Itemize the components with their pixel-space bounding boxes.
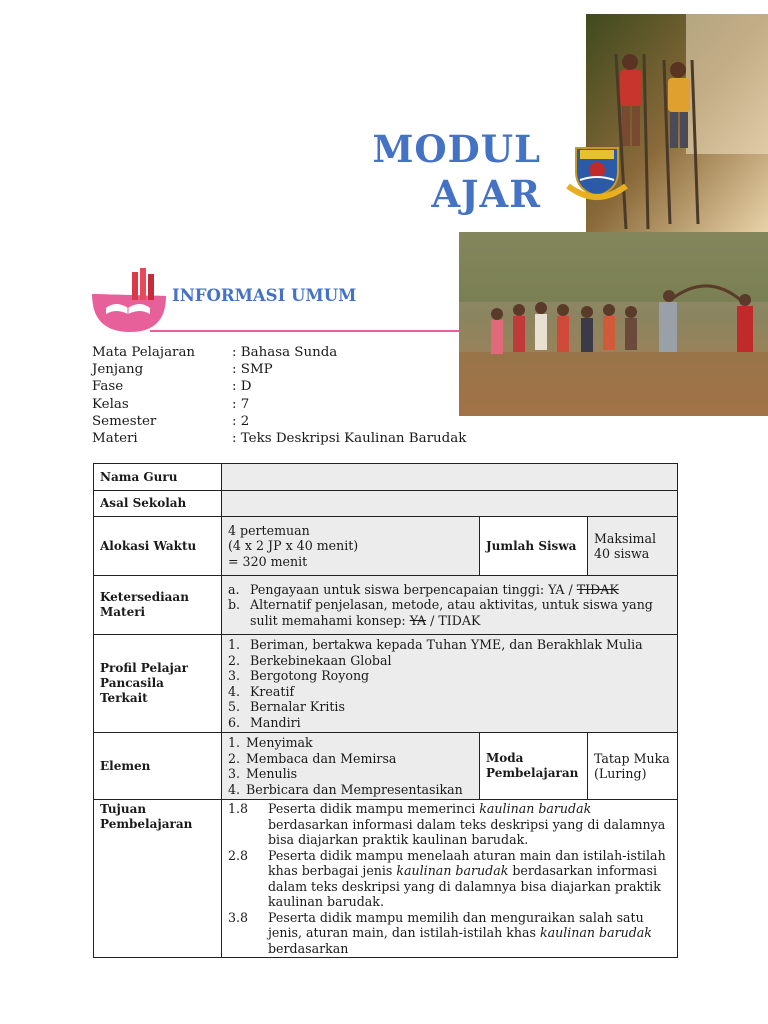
struck-option: YA bbox=[409, 612, 427, 628]
item-number: 1.8 bbox=[228, 801, 249, 816]
info-value: : 2 bbox=[232, 413, 250, 429]
table-row bbox=[94, 576, 678, 635]
list-item: 4. Kreatif bbox=[228, 683, 295, 699]
info-row bbox=[92, 344, 466, 361]
info-key: Jenjang bbox=[92, 362, 144, 378]
item-text: Bergotong Royong bbox=[250, 668, 370, 683]
item-text: Membaca dan Memirsa bbox=[246, 750, 397, 766]
list-item bbox=[228, 848, 671, 910]
profil-pelajar-label: Profil Pelajar Pancasila Terkait bbox=[94, 635, 222, 733]
item-text: Kreatif bbox=[250, 683, 295, 699]
list-item bbox=[228, 582, 671, 598]
list-item: 2. Berkebinekaan Global bbox=[228, 652, 392, 668]
list-item: 1. Menyimak bbox=[228, 735, 313, 750]
list-item: 3. Bergotong Royong bbox=[228, 668, 370, 683]
item-marker: b. bbox=[228, 597, 241, 613]
alokasi-line: (4 x 2 JP x 40 menit) bbox=[228, 538, 359, 554]
item-emphasis: kaulinan barudak bbox=[540, 925, 652, 940]
list-item: 6. Mandiri bbox=[228, 714, 301, 730]
list-item: 1. Beriman, bertakwa kepada Tuhan YME, dan Berakhlak Mulia bbox=[228, 637, 643, 652]
section-divider bbox=[150, 330, 459, 332]
item-text: Menulis bbox=[246, 766, 298, 781]
item-text: Berbicara dan Mempresentasikan bbox=[246, 781, 463, 797]
elemen-list bbox=[228, 735, 473, 797]
info-value: : 7 bbox=[232, 396, 250, 412]
list-item bbox=[228, 910, 671, 957]
asal-sekolah-value bbox=[222, 491, 678, 517]
page-title-line1: MODUL bbox=[372, 127, 541, 171]
general-info-list bbox=[92, 344, 466, 447]
ketersediaan-list bbox=[228, 582, 671, 629]
item-text-after: / TIDAK bbox=[426, 612, 481, 628]
list-item: 3. Menulis bbox=[228, 766, 298, 781]
item-text: Beriman, bertakwa kepada Tuhan YME, dan Berakhlak Mulia bbox=[250, 637, 643, 652]
province-emblem-icon bbox=[566, 142, 628, 202]
item-text: Peserta didik mampu memilih dan menguraikan salah satu jenis, aturan main, dan istilah-istilah khas bbox=[268, 909, 644, 940]
item-text: Peserta didik mampu memerinci bbox=[268, 801, 480, 816]
item-number: 3.8 bbox=[228, 909, 249, 925]
item-marker: a. bbox=[228, 581, 240, 597]
item-text: Berkebinekaan Global bbox=[250, 652, 392, 668]
alokasi-waktu-label: Alokasi Waktu bbox=[94, 517, 222, 576]
elemen-value bbox=[222, 733, 480, 800]
item-text: Bernalar Kritis bbox=[250, 699, 345, 714]
item-emphasis: kaulinan barudak bbox=[396, 863, 509, 878]
alokasi-waktu-value bbox=[222, 517, 480, 576]
info-row bbox=[92, 378, 466, 395]
table-row bbox=[94, 635, 678, 733]
info-value: : Bahasa Sunda bbox=[232, 345, 338, 360]
moda-pembelajaran-value: Tatap Muka (Luring) bbox=[588, 733, 678, 800]
asal-sekolah-label: Asal Sekolah bbox=[94, 491, 222, 517]
list-item: 2. Membaca dan Memirsa bbox=[228, 750, 397, 766]
list-item bbox=[228, 801, 671, 848]
item-text-after: berdasarkan informasi dalam teks deskripsi yang di dalamnya bisa diajarkan praktik kaulinan barudak. bbox=[268, 863, 661, 909]
list-item bbox=[228, 597, 671, 628]
page-title-line2: AJAR bbox=[431, 172, 541, 216]
table-row bbox=[94, 800, 678, 958]
item-emphasis: kaulinan barudak bbox=[479, 801, 592, 816]
alokasi-line: 4 pertemuan bbox=[228, 522, 310, 538]
alokasi-line: = 320 menit bbox=[228, 553, 308, 569]
table-row bbox=[94, 464, 678, 491]
module-info-table bbox=[93, 463, 678, 958]
moda-pembelajaran-label: Moda Pembelajaran bbox=[480, 733, 588, 800]
ketersediaan-materi-label: Ketersediaan Materi bbox=[94, 576, 222, 635]
tujuan-pembelajaran-label: Tujuan Pembelajaran bbox=[94, 800, 222, 958]
jumlah-siswa-label: Jumlah Siswa bbox=[480, 517, 588, 576]
table-row bbox=[94, 733, 678, 800]
info-key: Kelas bbox=[92, 396, 129, 412]
list-item: 4. Berbicara dan Mempresentasikan bbox=[228, 781, 463, 797]
profil-list bbox=[228, 637, 671, 730]
item-text: Menyimak bbox=[246, 735, 313, 750]
list-item: 5. Bernalar Kritis bbox=[228, 699, 345, 714]
info-row bbox=[92, 413, 466, 430]
item-text: Pengayaan untuk siswa berpencapaian tinggi: YA / bbox=[250, 581, 577, 597]
item-text-after: berdasarkan informasi dalam teks deskripsi yang di dalamnya bisa diajarkan praktik kaulinan barudak. bbox=[268, 816, 666, 847]
table-row bbox=[94, 491, 678, 517]
nama-guru-label: Nama Guru bbox=[94, 464, 222, 491]
elemen-label: Elemen bbox=[94, 733, 222, 800]
nama-guru-value bbox=[222, 464, 678, 491]
info-value: : D bbox=[232, 379, 252, 395]
ketersediaan-materi-value bbox=[222, 576, 678, 635]
info-value: : SMP bbox=[232, 362, 273, 378]
item-text: Alternatif penjelasan, metode, atau aktivitas, untuk siswa yang sulit memahami konsep: bbox=[250, 597, 653, 628]
info-key: Mata Pelajaran bbox=[92, 345, 196, 360]
item-text: Peserta didik mampu menelaah aturan main dan istilah-istilah khas berbagai jenis bbox=[268, 847, 666, 878]
tujuan-pembelajaran-value bbox=[222, 800, 678, 958]
item-text-after: berdasarkan bbox=[268, 940, 349, 956]
struck-option: TIDAK bbox=[576, 581, 619, 597]
book-icon bbox=[92, 266, 166, 332]
section-title: INFORMASI UMUM bbox=[172, 286, 357, 305]
info-value: : Teks Deskripsi Kaulinan Barudak bbox=[232, 431, 467, 447]
profil-pelajar-value bbox=[222, 635, 678, 733]
item-text: Mandiri bbox=[250, 714, 301, 730]
info-row bbox=[92, 396, 466, 413]
info-row bbox=[92, 361, 466, 378]
table-row bbox=[94, 517, 678, 576]
children-playing-photo bbox=[459, 232, 768, 416]
info-key: Materi bbox=[92, 431, 138, 447]
info-key: Semester bbox=[92, 413, 157, 429]
item-number: 2.8 bbox=[228, 847, 249, 863]
info-row bbox=[92, 430, 466, 447]
jumlah-siswa-value: Maksimal 40 siswa bbox=[588, 517, 678, 576]
info-key: Fase bbox=[92, 379, 124, 395]
